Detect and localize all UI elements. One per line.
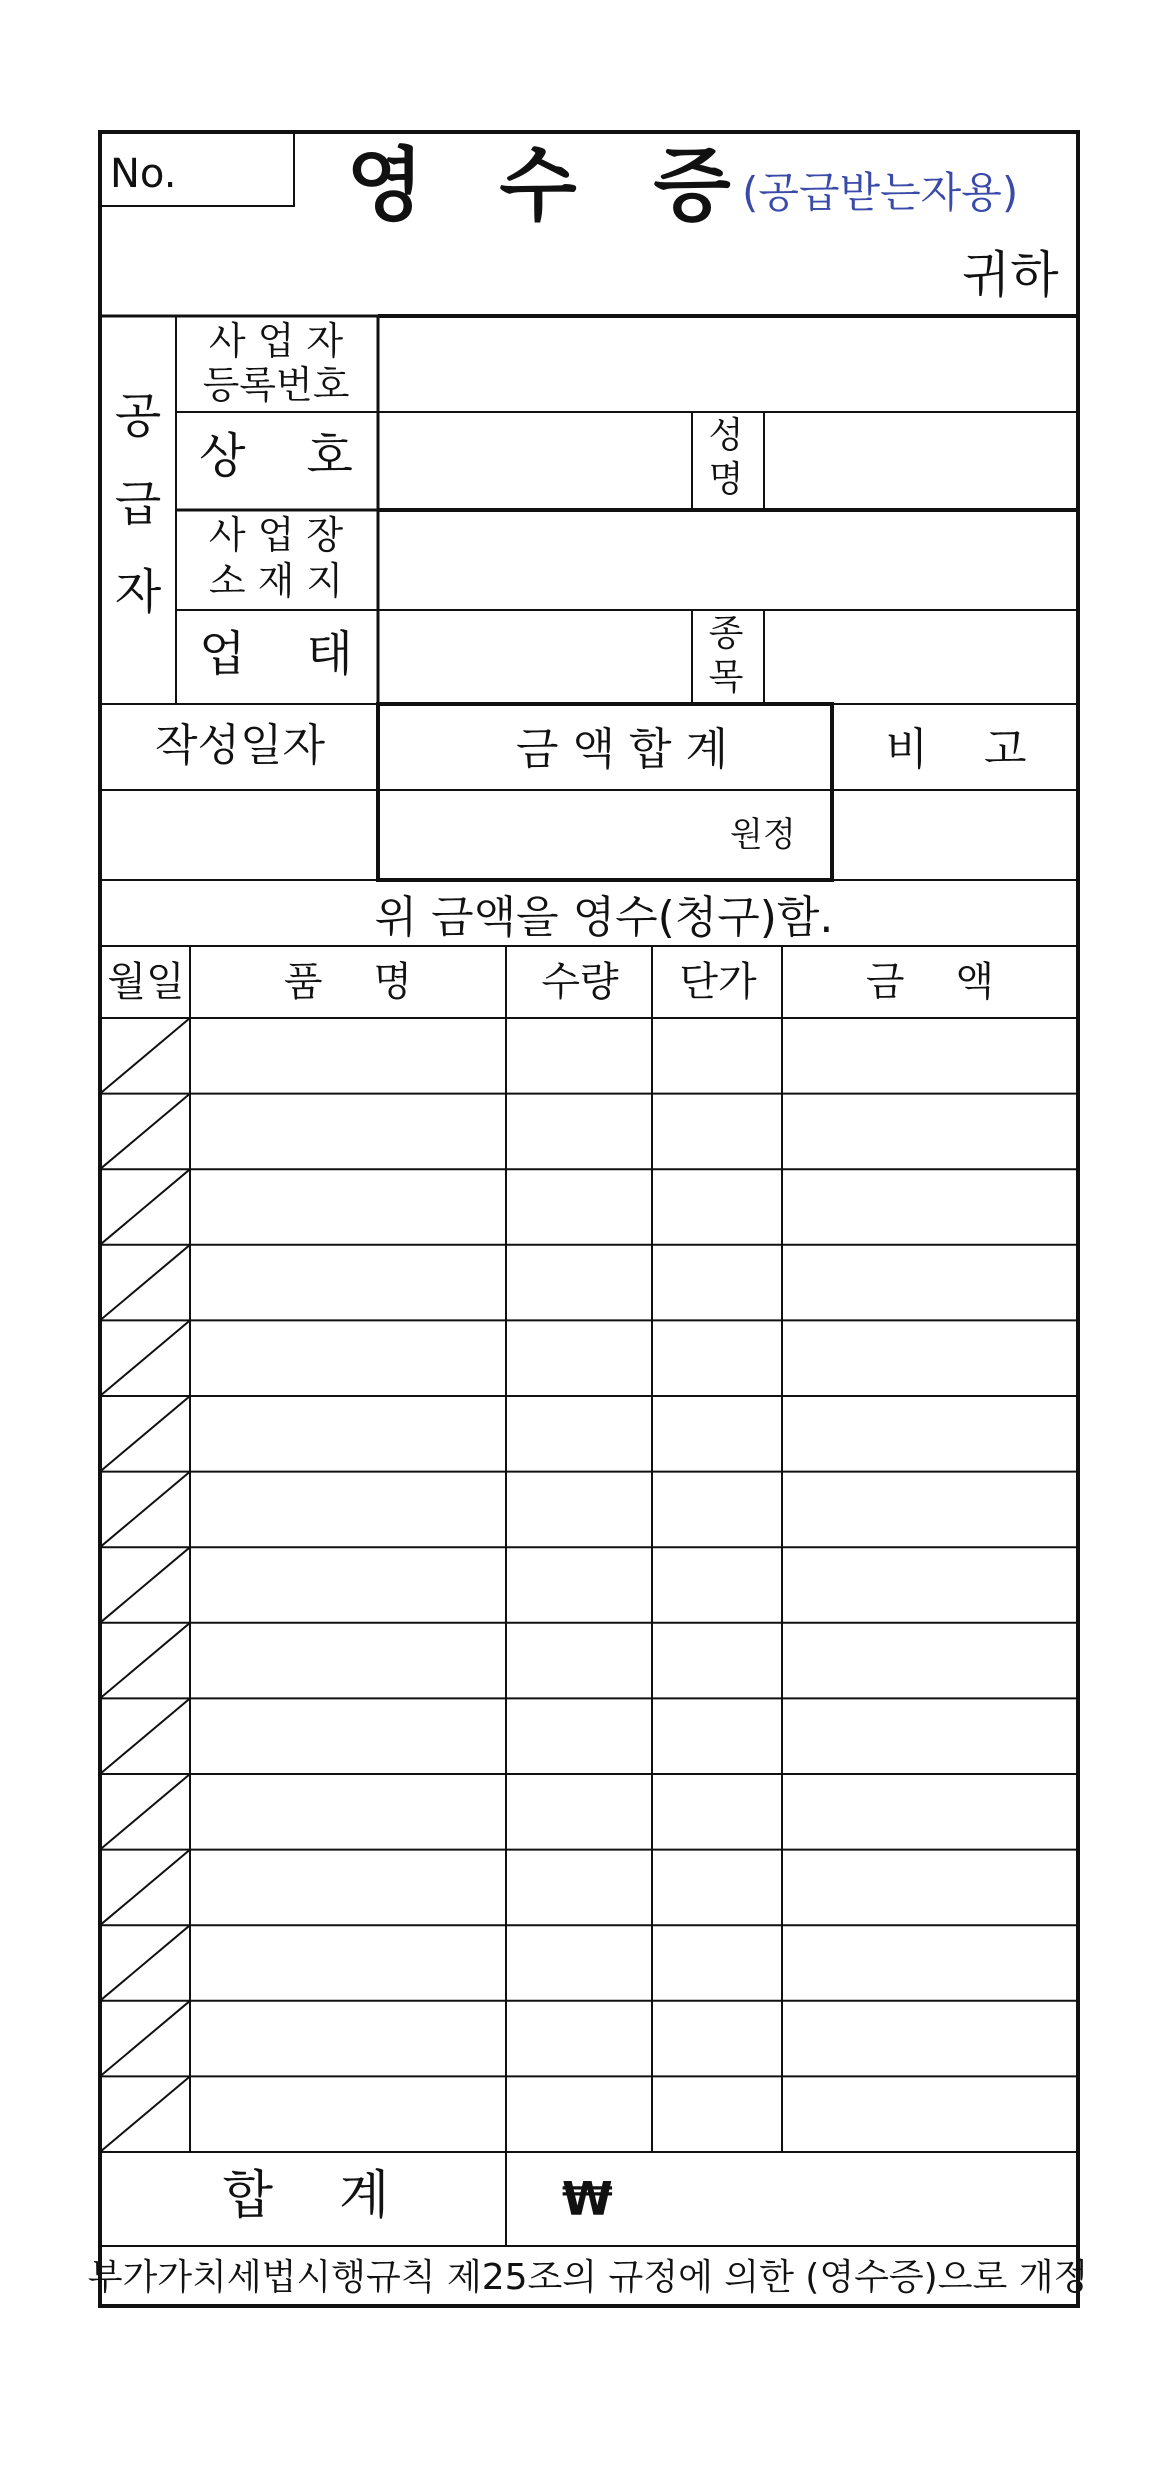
table-row[interactable]: [102, 1020, 1076, 1092]
registration-label-line2: 등록번호: [202, 363, 350, 407]
table-row[interactable]: [102, 1549, 1076, 1621]
table-row[interactable]: [102, 2078, 1076, 2150]
table-row[interactable]: [102, 2003, 1076, 2075]
representative-name-label-line1: 성: [708, 415, 744, 456]
title-char-2: 수: [499, 139, 577, 232]
registration-number-field[interactable]: [378, 318, 1076, 410]
business-address-label-line1: 사 업 장: [208, 513, 344, 557]
grand-total-label: 합 계: [222, 2166, 390, 2226]
title-char-1: 영: [346, 139, 424, 232]
currency-unit-label: 원정: [730, 815, 796, 855]
remarks-field[interactable]: [834, 790, 1076, 878]
header-date: 월일: [107, 959, 185, 1005]
business-address-field[interactable]: [378, 514, 1076, 610]
supplier-side-char-3: 자: [114, 564, 162, 620]
table-row[interactable]: [102, 1096, 1076, 1168]
table-row[interactable]: [102, 1852, 1076, 1924]
title-suffix: (공급받는자용): [742, 168, 1019, 217]
business-item-field[interactable]: [764, 612, 1076, 704]
table-row[interactable]: [102, 1700, 1076, 1772]
header-item-name: 품 명: [283, 959, 413, 1005]
remarks-label: 비 고: [885, 724, 1027, 775]
company-name-label: 상 호: [199, 428, 353, 484]
business-type-field[interactable]: [378, 612, 692, 704]
supplier-side-char-1: 공: [114, 388, 162, 444]
supplier-side-char-2: 급: [114, 476, 162, 532]
receipt-statement: 위 금액을 영수(청구)함.: [374, 892, 834, 943]
regulation-note: 부가가치세법시행규칙 제25조의 규정에 의한 (영수증)으로 개정: [87, 2257, 1089, 2298]
honorific-label: 귀하: [962, 246, 1059, 304]
header-amount: 금 액: [865, 959, 995, 1005]
company-name-field[interactable]: [378, 414, 692, 508]
business-type-label: 업 태: [199, 626, 353, 682]
business-address-label-line2: 소 재 지: [208, 559, 344, 603]
title-char-3: 증: [653, 139, 731, 232]
issue-date-field[interactable]: [102, 790, 374, 878]
table-row[interactable]: [102, 1776, 1076, 1848]
business-item-label-line1: 종: [708, 613, 744, 654]
table-row[interactable]: [102, 1322, 1076, 1394]
total-amount-label: 금 액 합 계: [516, 724, 728, 775]
table-row[interactable]: [102, 1398, 1076, 1470]
representative-name-field[interactable]: [764, 414, 1076, 508]
table-row[interactable]: [102, 1625, 1076, 1697]
table-row[interactable]: [102, 1474, 1076, 1546]
receipt-number-label: No.: [110, 151, 177, 197]
business-item-label-line2: 목: [708, 657, 744, 698]
table-row[interactable]: [102, 1171, 1076, 1243]
registration-label-line1: 사 업 자: [208, 319, 344, 363]
representative-name-label-line2: 명: [708, 459, 744, 500]
header-quantity: 수량: [541, 959, 619, 1005]
won-symbol: ₩: [562, 2172, 613, 2226]
grand-total-field[interactable]: [510, 2152, 1076, 2246]
issue-date-label: 작성일자: [154, 720, 326, 771]
header-unit-price: 단가: [679, 959, 757, 1005]
table-row[interactable]: [102, 1927, 1076, 1999]
table-row[interactable]: [102, 1247, 1076, 1319]
